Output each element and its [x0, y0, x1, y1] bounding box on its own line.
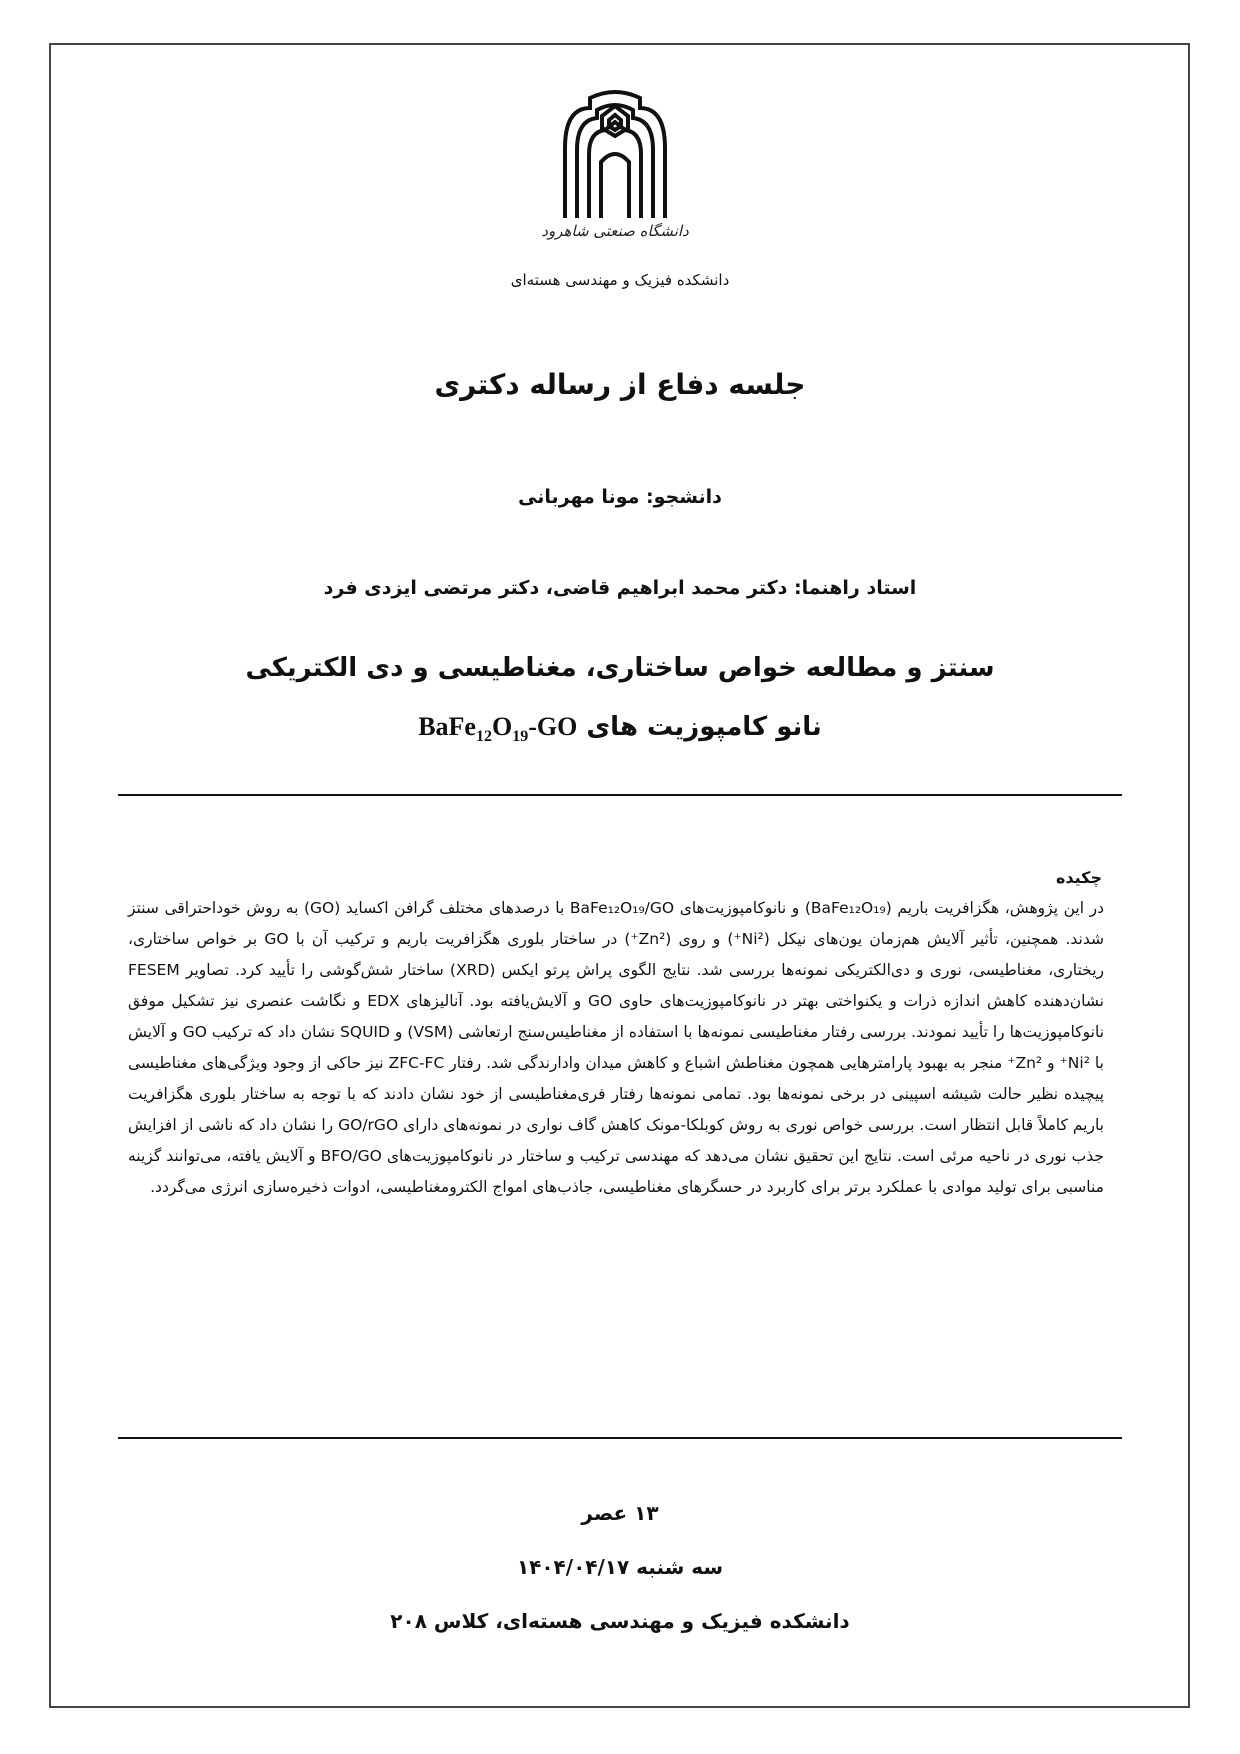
- chemical-formula: $BaFe_{12}O_{19}-GO$: [418, 712, 578, 746]
- page-border: [49, 43, 1190, 1708]
- page-title: جلسه دفاع از رساله دکتری: [434, 368, 806, 401]
- abstract-heading: چکیده: [1055, 868, 1102, 887]
- divider-bottom: [118, 1437, 1122, 1439]
- defense-time: ۱۳ عصر: [581, 1501, 659, 1525]
- thesis-title-line-1: سنتز و مطالعه خواص ساختاری، مغناطیسی و دی الکتریکی: [245, 653, 995, 683]
- thesis-title-prefix: نانو کامپوزیت های: [577, 712, 822, 742]
- thesis-title-line-2: [100, 712, 1140, 746]
- student-name: دانشجو: مونا مهربانی: [518, 486, 722, 508]
- faculty-name: دانشکده فیزیک و مهندسی هسته‌ای: [510, 271, 730, 289]
- supervisors: استاد راهنما: دکتر محمد ابراهیم قاضی، دکتر مرتضی ایزدی فرد: [323, 577, 917, 599]
- abstract-text: در این پژوهش، هگزافریت باریم (BaFe₁₂O₁₉) و نانوکامپوزیت‌های BaFe₁₂O₁₉/GO با درصدهای مختلف گرافن اکساید (GO) به روش خوداحتراقی سنتز شدند. همچنین، تأثیر آلایش هم‌زمان یون‌های نیکل (Ni²⁺) و روی (Zn²⁺) در ساختار بلوری هگزافریت باریم و ترکیب آن با GO بر خواص ساختاری، ریختاری، مغناطیسی، نوری و دی‌الکتریکی نمونه‌ها بررسی شد. نتایج الگوی پراش پرتو ایکس (XRD) ساختار شش‌گوشی را تأیید کرد. تصاویر FESEM نشان‌دهنده کاهش اندازه ذرات و یکنواختی بهتر در نانوکامپوزیت‌های حاوی GO و آلایش‌یافته بود. آنالیزهای EDX و نگاشت عنصری نیز تشکیل موفق نانوکامپوزیت‌ها را تأیید نمودند. بررسی رفتار مغناطیسی نمونه‌ها با استفاده از مغناطیس‌سنج ارتعاشی (VSM) و SQUID نشان داد که ترکیب GO و آلایش با Ni²⁺ و Zn²⁺ منجر به بهبود پارامترهایی همچون مغناطش اشباع و کاهش میدان وادارندگی شد. رفتار ZFC-FC نیز حاکی از وجود ویژگی‌های مغناطیسی پیچیده نظیر حالت شیشه اسپینی در برخی نمونه‌ها بود. تمامی نمونه‌ها رفتار فری‌مغناطیسی از خود نشان دادند که با توجه به ساختار بلوری هگزافریت باریم کاملاً قابل انتظار است. بررسی خواص نوری به روش کوبلکا-مونک کاهش گاف نواری در نمونه‌های دارای GO/rGO را نشان داد که ناشی از افزایش جذب نوری در ناحیه مرئی است. نتایج این تحقیق نشان می‌دهد که مهندسی ترکیب و ساختار در نانوکامپوزیت‌های BFO/GO و آلایش یافته، می‌توانند گزینه مناسبی برای تولید موادی با عملکرد برتر برای کاربرد در حسگرهای مغناطیسی، جاذب‌های امواج الکترومغناطیسی، ادوات ذخیره‌سازی انرژی می‌گردد.: [128, 899, 1105, 1196]
- defense-venue: دانشکده فیزیک و مهندسی هسته‌ای، کلاس ۲۰۸: [390, 1609, 850, 1633]
- defense-date: سه شنبه ۱۴۰۴/۰۴/۱۷: [516, 1555, 724, 1579]
- university-name-calligraphy: دانشگاه صنعتی شاهرود: [541, 222, 689, 240]
- divider-top: [118, 794, 1122, 796]
